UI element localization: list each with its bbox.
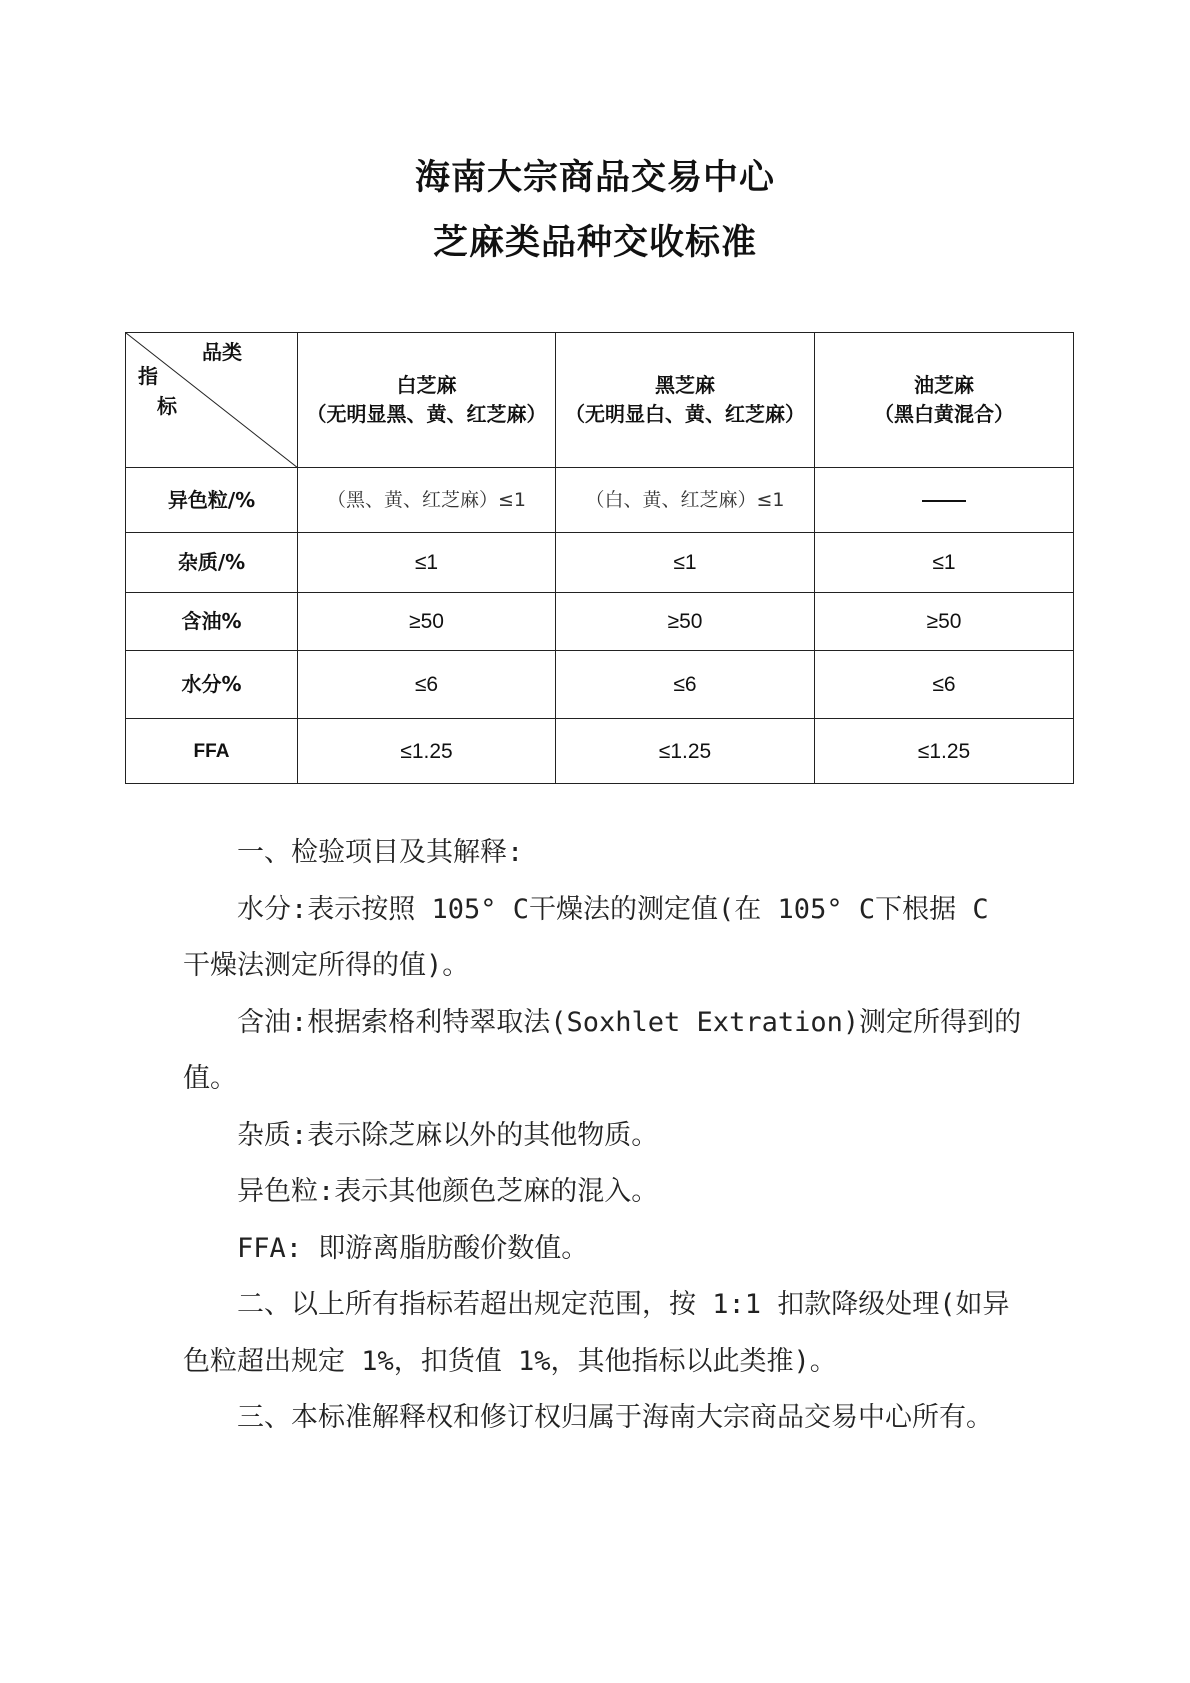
table-header-row xyxy=(126,333,1074,468)
dash-mark xyxy=(922,500,966,502)
table-cell: ≤1.25 xyxy=(298,719,556,784)
column-note: （无明显白、黄、红芝麻） xyxy=(565,402,805,426)
column-header-white-sesame xyxy=(298,333,556,468)
table-row xyxy=(126,593,1074,651)
table-cell: ≤6 xyxy=(298,651,556,719)
row-label: 异色粒/% xyxy=(126,468,298,533)
spec-table xyxy=(125,332,1074,784)
table-cell: ≤1 xyxy=(556,533,815,593)
paragraph-off-color: 异色粒:表示其他颜色芝麻的混入。 xyxy=(237,1176,659,1207)
table-cell: ≥50 xyxy=(298,593,556,651)
column-header-oil-sesame xyxy=(815,333,1074,468)
column-note: （黑白黄混合） xyxy=(874,402,1014,426)
column-header-black-sesame xyxy=(556,333,815,468)
table-cell: （黑、黄、红芝麻）≤1 xyxy=(298,468,556,533)
row-label: 杂质/% xyxy=(126,533,298,593)
table-cell: ≤6 xyxy=(815,651,1074,719)
corner-indicator-label-1: 指 xyxy=(138,364,158,388)
table-row xyxy=(126,651,1074,719)
corner-category-label: 品类 xyxy=(202,340,242,364)
row-label: 水分% xyxy=(126,651,298,719)
paragraph-impurity: 杂质:表示除芝麻以外的其他物质。 xyxy=(237,1119,659,1151)
column-name: 油芝麻 xyxy=(914,373,974,397)
section-heading-1: 一、检验项目及其解释: xyxy=(237,837,524,868)
table-cell: ≤1 xyxy=(298,533,556,593)
table-cell: ≤1.25 xyxy=(556,719,815,784)
paragraph-deduction-rule: 二、以上所有指标若超出规定范围，按 1:1 扣款降级处理(如异色粒超出规定 1%，扣货值 1%，其他指标以此类推)。 xyxy=(183,1289,1010,1377)
header-corner-cell xyxy=(126,333,298,468)
paragraph-oil-content: 含油:根据索格利特翠取法(Soxhlet Extration)测定所得到的值。 xyxy=(183,1006,1022,1094)
row-label: 含油% xyxy=(126,593,298,651)
table-cell: ≥50 xyxy=(556,593,815,651)
table-cell-dash xyxy=(815,468,1074,533)
document-title: 海南大宗商品交易中心 xyxy=(414,158,775,198)
table-cell: ≤1.25 xyxy=(815,719,1074,784)
table-cell: ≤6 xyxy=(556,651,815,719)
row-label: FFA xyxy=(126,719,298,784)
table-cell: （白、黄、红芝麻）≤1 xyxy=(556,468,815,533)
column-name: 黑芝麻 xyxy=(655,373,715,397)
document-subtitle: 芝麻类品种交收标准 xyxy=(432,223,757,263)
table-row xyxy=(126,468,1074,533)
column-note: （无明显黑、黄、红芝麻） xyxy=(306,402,547,426)
table-cell: ≤1 xyxy=(815,533,1074,593)
corner-indicator-label-2: 标 xyxy=(157,394,177,418)
paragraph-moisture: 水分:表示按照 105° C干燥法的测定值(在 105° C下根据 C 干燥法测定所得的值)。 xyxy=(183,893,989,981)
table-row xyxy=(126,533,1074,593)
column-name: 白芝麻 xyxy=(396,373,457,397)
explanation-section xyxy=(183,825,1023,1447)
table-row xyxy=(126,719,1074,784)
table-cell: ≥50 xyxy=(815,593,1074,651)
paragraph-ffa: FFA: 即游离脂肪酸价数值。 xyxy=(237,1232,589,1264)
paragraph-interpretation-right: 三、本标准解释权和修订权归属于海南大宗商品交易中心所有。 xyxy=(237,1402,993,1433)
